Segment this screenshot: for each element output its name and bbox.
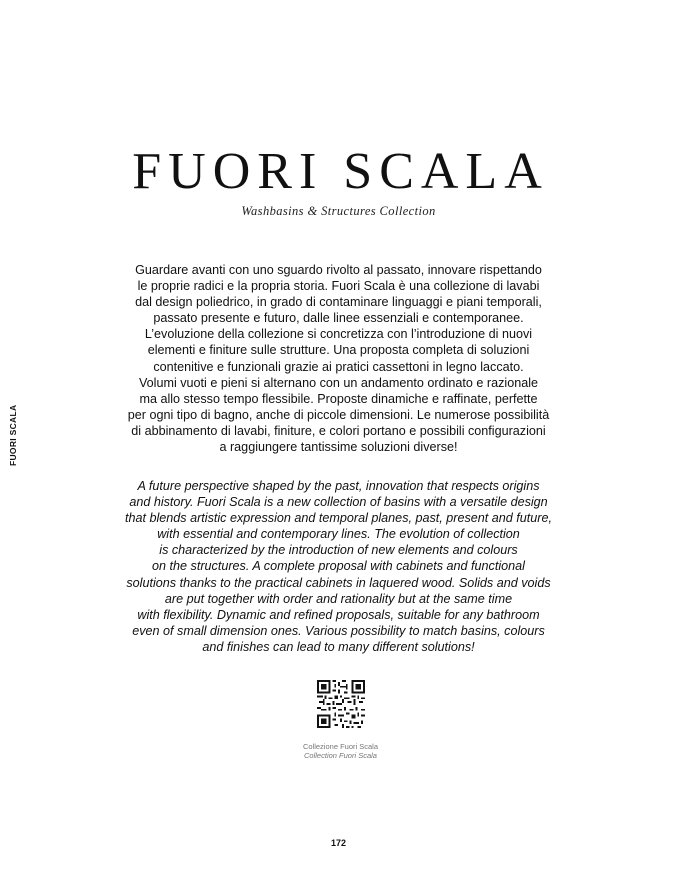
page-number: 172 <box>330 838 347 848</box>
italian-line: di abbinamento di lavabi, finiture, e colori portano e possibili configurazioni <box>131 423 546 438</box>
italian-line: dal design poliedrico, in grado di contaminare linguaggi e piani temporali, <box>135 295 542 310</box>
english-line: and history. Fuori Scala is a new collection of basins with a versatile design <box>129 495 548 510</box>
english-line: and finishes can lead to many different solutions! <box>202 639 475 654</box>
qr-caption <box>0 742 677 760</box>
qr-code-icon[interactable] <box>317 680 365 728</box>
english-line: even of small dimension ones. Various possibility to match basins, colours <box>132 623 545 638</box>
english-line: on the structures. A complete proposal with cabinets and functional <box>152 559 525 574</box>
english-line: solutions thanks to the practical cabinets in laquered wood. Solids and voids <box>126 575 551 590</box>
qr-section <box>0 680 677 760</box>
english-line: are put together with order and rationality but at the same time <box>164 591 513 606</box>
english-line: is characterized by the introduction of new elements and colours <box>159 543 518 558</box>
collection-subtitle: Washbasins & Structures Collection <box>241 204 436 218</box>
collection-title: FUORI SCALA <box>132 143 549 200</box>
qr-caption-italian: Collezione Fuori Scala <box>302 742 379 751</box>
italian-line: Volumi vuoti e pieni si alternano con un andamento ordinato e razionale <box>138 375 539 390</box>
english-line: with flexibility. Dynamic and refined proposals, suitable for any bathroom <box>137 607 540 622</box>
italian-line: elementi e finiture sulle strutture. Una proposta completa di soluzioni <box>147 343 530 358</box>
english-line: with essential and contemporary lines. The evolution of collection <box>157 527 520 542</box>
italian-description <box>110 262 567 455</box>
english-line: A future perspective shaped by the past, innovation that respects origins <box>137 479 540 493</box>
qr-caption-english: Collection Fuori Scala <box>304 751 377 760</box>
italian-line: per ogni tipo di bagno, anche di piccole dimensioni. Le numerose possibilità <box>127 407 550 422</box>
italian-line: L’evoluzione della collezione si concretizza con l’introduzione di nuovi <box>144 327 533 342</box>
english-description <box>110 478 567 655</box>
italian-line: contenitive e funzionali grazie ai pratici cassettoni in legno laccato. <box>153 359 524 374</box>
side-section-label: FUORI SCALA <box>8 404 18 466</box>
italian-line: Guardare avanti con uno sguardo rivolto al passato, innovare rispettando <box>135 263 542 277</box>
italian-line: a raggiungere tantissime soluzioni diverse! <box>219 440 458 455</box>
italian-line: le proprie radici e la propria storia. Fuori Scala è una collezione di lavabi <box>137 279 540 294</box>
english-line: that blends artistic expression and temporal planes, past, present and future, <box>124 511 553 526</box>
italian-line: ma allo stesso tempo flessibile. Proposte dinamiche e raffinate, perfette <box>139 391 538 406</box>
italian-line: passato presente e futuro, dalle linee essenziali e contemporanee. <box>153 311 524 326</box>
